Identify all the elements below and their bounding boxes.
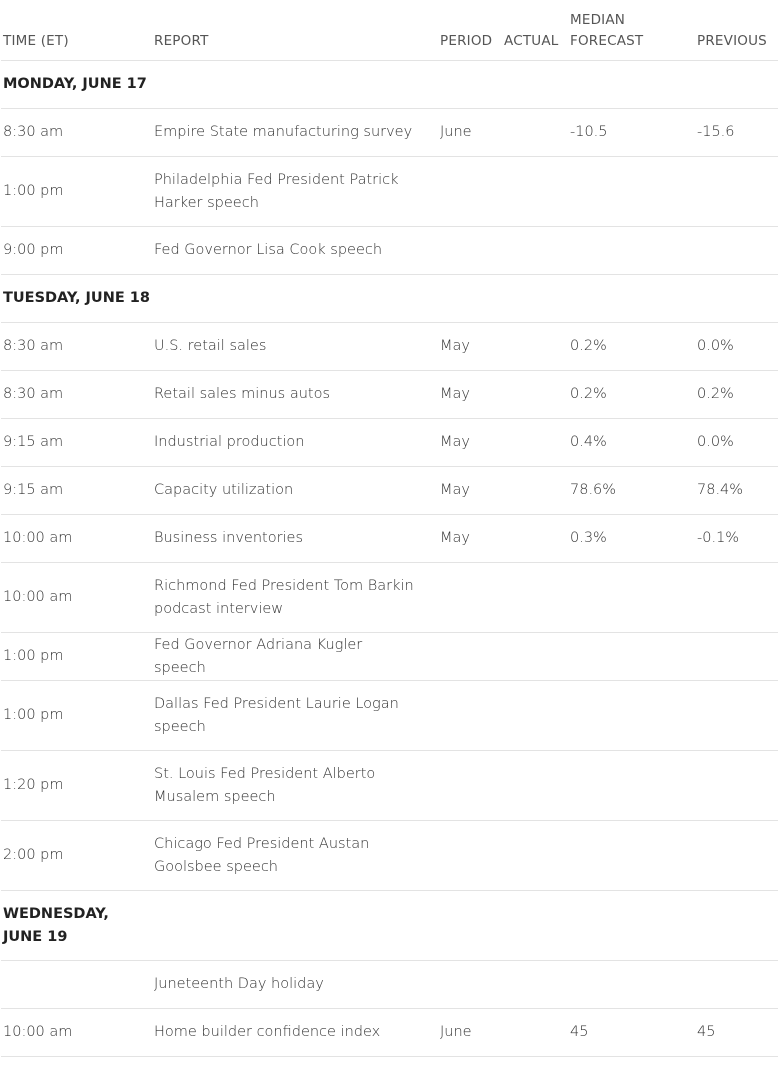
time-cell: 10:00 am [1,563,152,633]
forecast-cell [568,961,695,1009]
actual-cell [502,563,568,633]
period-cell [438,227,502,275]
time-cell: 2:00 pm [1,821,152,891]
report-cell: U.S. retail sales [152,323,438,371]
table-row [1,633,778,681]
day-header-row [1,275,778,323]
actual-cell [502,157,568,227]
table-row [1,227,778,275]
table-row [1,323,778,371]
actual-cell [502,467,568,515]
table-row [1,961,778,1009]
table-row [1,563,778,633]
report-cell: Richmond Fed President Tom Barkin podcast interview [152,563,438,633]
time-cell [1,961,152,1009]
day-header-wednesday [1,891,438,961]
forecast-cell: 0.2% [568,323,695,371]
header-median-forecast: MEDIAN FORECAST [568,0,695,61]
time-cell: 8:30 am [1,371,152,419]
report-cell: Fed Governor Lisa Cook speech [152,227,438,275]
previous-cell: -0.1% [695,515,778,563]
previous-cell [695,681,778,751]
report-cell: Philadelphia Fed President Patrick Harker speech [152,157,438,227]
period-cell: June [438,1009,502,1057]
forecast-cell: 45 [568,1009,695,1057]
report-cell: Fed Governor Adriana Kugler speech [152,633,438,681]
day-header-wednesday-label: WEDNESDAY, JUNE 19 [3,906,109,945]
time-cell: 1:00 pm [1,633,152,681]
table-row [1,109,778,157]
previous-cell [695,751,778,821]
period-cell [438,681,502,751]
period-cell: May [438,371,502,419]
period-cell: June [438,109,502,157]
forecast-cell: 0.4% [568,419,695,467]
report-cell: Home builder confidence index [152,1009,438,1057]
actual-cell [502,1009,568,1057]
table-row [1,1009,778,1057]
report-cell: Chicago Fed President Austan Goolsbee speech [152,821,438,891]
time-cell: 9:15 am [1,467,152,515]
table-row [1,681,778,751]
time-cell: 9:15 am [1,419,152,467]
time-cell: 10:00 am [1,1009,152,1057]
previous-cell: 0.0% [695,419,778,467]
actual-cell [502,323,568,371]
report-cell: Empire State manufacturing survey [152,109,438,157]
forecast-cell: -10.5 [568,109,695,157]
previous-cell: -15.6 [695,109,778,157]
period-cell [438,157,502,227]
table-row [1,515,778,563]
previous-cell [695,633,778,681]
day-header-row [1,891,778,961]
period-cell [438,563,502,633]
header-period: PERIOD [438,0,502,61]
forecast-cell: 0.2% [568,371,695,419]
report-cell: Industrial production [152,419,438,467]
period-cell [438,961,502,1009]
table-row [1,467,778,515]
table-row [1,419,778,467]
previous-cell [695,961,778,1009]
header-row [1,0,778,61]
time-cell: 1:00 pm [1,157,152,227]
economic-calendar-table [1,0,778,1057]
time-cell: 8:30 am [1,109,152,157]
period-cell: May [438,515,502,563]
actual-cell [502,751,568,821]
actual-cell [502,633,568,681]
day-header-row [1,61,778,109]
forecast-cell [568,751,695,821]
previous-cell [695,821,778,891]
period-cell [438,821,502,891]
forecast-cell [568,227,695,275]
actual-cell [502,371,568,419]
actual-cell [502,109,568,157]
forecast-cell: 0.3% [568,515,695,563]
table-row [1,751,778,821]
previous-cell [695,227,778,275]
time-cell: 8:30 am [1,323,152,371]
actual-cell [502,961,568,1009]
report-cell: Dallas Fed President Laurie Logan speech [152,681,438,751]
forecast-cell [568,157,695,227]
period-cell: May [438,467,502,515]
time-cell: 10:00 am [1,515,152,563]
actual-cell [502,419,568,467]
previous-cell: 0.2% [695,371,778,419]
previous-cell: 0.0% [695,323,778,371]
previous-cell [695,157,778,227]
time-cell: 1:00 pm [1,681,152,751]
time-cell: 1:20 pm [1,751,152,821]
period-cell: May [438,419,502,467]
header-report: REPORT [152,0,438,61]
period-cell: May [438,323,502,371]
time-cell: 9:00 pm [1,227,152,275]
forecast-cell [568,821,695,891]
previous-cell [695,563,778,633]
actual-cell [502,681,568,751]
table-row [1,821,778,891]
day-header-monday: MONDAY, JUNE 17 [1,61,778,109]
previous-cell: 78.4% [695,467,778,515]
previous-cell: 45 [695,1009,778,1057]
period-cell [438,633,502,681]
forecast-cell [568,633,695,681]
actual-cell [502,821,568,891]
forecast-cell: 78.6% [568,467,695,515]
actual-cell [502,515,568,563]
forecast-cell [568,563,695,633]
report-cell: Business inventories [152,515,438,563]
report-cell: St. Louis Fed President Alberto Musalem speech [152,751,438,821]
day-header-tuesday: TUESDAY, JUNE 18 [1,275,778,323]
report-cell: Capacity utilization [152,467,438,515]
forecast-cell [568,681,695,751]
table-row [1,157,778,227]
report-cell: Retail sales minus autos [152,371,438,419]
table-row [1,371,778,419]
report-cell: Juneteenth Day holiday [152,961,438,1009]
header-time: TIME (ET) [1,0,152,61]
period-cell [438,751,502,821]
actual-cell [502,227,568,275]
header-previous: PREVIOUS [695,0,778,61]
header-actual: ACTUAL [502,0,568,61]
